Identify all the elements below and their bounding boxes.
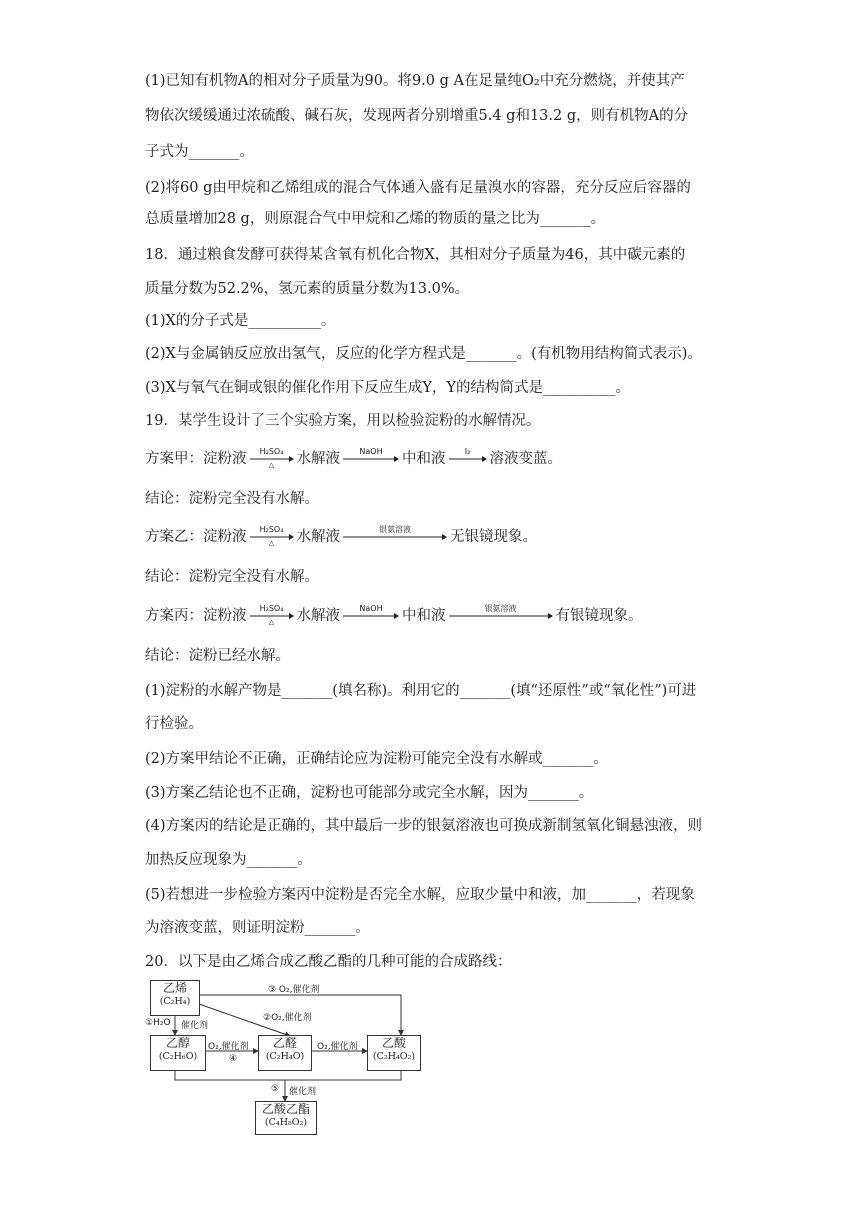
q19-part2: (2)方案甲结论不正确，正确结论应为淀粉可能完全没有水解或_______。: [145, 751, 608, 767]
route3-label: ③ O₂,催化剂: [268, 985, 320, 995]
scheme-jia-conclusion: 结论：淀粉完全没有水解。: [145, 491, 319, 507]
q17-part2-line1: (2)将60 g由甲烷和乙烯组成的混合气体通入盛有足量溴水的容器，充分反应后容器的: [145, 180, 691, 196]
q17-part1-line1: (1)已知有机物A的相对分子质量为90。将9.0 g A在足量纯O₂中充分燃烧，并使其产: [145, 73, 685, 89]
q19-part5-line2: 为溶液变蓝，则证明淀粉_______。: [145, 920, 370, 936]
scheme-bing-product1: 水解液: [296, 608, 340, 624]
scheme-bing-conclusion: 结论：淀粉已经水解。: [145, 648, 290, 664]
scheme-yi-conclusion: 结论：淀粉完全没有水解。: [145, 569, 319, 585]
ethanol-formula: (C₂H₆O): [158, 1051, 198, 1062]
q17-part1-line2: 物依次缓缓通过浓硫酸、碱石灰，发现两者分别增重5.4 g和13.2 g，则有机物A的分: [145, 108, 689, 124]
q19-stem: 19．某学生设计了三个实验方案，用以检验淀粉的水解情况。: [145, 413, 541, 429]
route4-number: ④: [229, 1054, 238, 1064]
scheme-jia-start: 方案甲：淀粉液: [145, 451, 247, 467]
reaction-arrow: H₂SO₄ △: [250, 525, 294, 547]
q17-part2-line2: 总质量增加28 g，则原混合气中甲烷和乙烯的物质的量之比为_______。: [145, 211, 606, 227]
acetic-acid-box: [367, 1035, 421, 1071]
oxidation-label: O₂,催化剂: [317, 1042, 358, 1052]
ethyl-acetate-formula: (C₄H₈O₂): [264, 1117, 308, 1128]
route2-label: ②O₂,催化剂: [263, 1013, 312, 1023]
acetaldehyde-box: [258, 1035, 312, 1071]
q19-part1-line2: 行检验。: [145, 716, 203, 732]
q18-stem-line1: 18．通过粮食发酵可获得某含氧有机化合物X，其相对分子质量为46，其中碳元素的: [145, 247, 686, 263]
acetaldehyde-formula: (C₂H₄O): [265, 1051, 305, 1062]
q18-part2: (2)X与金属钠反应放出氢气，反应的化学方程式是_______。(有机物用结构简式表示)。: [145, 346, 702, 362]
scheme-jia-result: 溶液变蓝。: [489, 451, 562, 467]
acetic-acid-name: 乙酸: [381, 1036, 406, 1050]
route5-number: ⑤: [271, 1084, 280, 1094]
reaction-arrow: 银氨溶液: [343, 525, 447, 547]
q19-part5-line1: (5)若想进一步检验方案丙中淀粉是否完全水解，应取少量中和液，加_______，若现象: [145, 887, 695, 903]
scheme-bing-product2: 中和液: [402, 608, 446, 624]
reaction-arrow: NaOH: [343, 447, 399, 469]
scheme-yi-result: 无银镜现象。: [450, 529, 537, 545]
route5-catalyst: 催化剂: [289, 1087, 317, 1097]
acetic-acid-formula: (C₂H₄O₂): [372, 1051, 416, 1062]
scheme-jia-product1: 水解液: [296, 451, 340, 467]
q18-part1: (1)X的分子式是__________。: [145, 313, 336, 329]
route1-catalyst: 催化剂: [181, 1021, 209, 1031]
ethylene-name: 乙烯: [162, 981, 187, 995]
ethyl-acetate-name: 乙酸乙酯: [261, 1102, 310, 1116]
q18-part3: (3)X与氧气在铜或银的催化作用下反应生成Y，Y的结构简式是__________。: [145, 380, 631, 396]
scheme-bing-result: 有银镜现象。: [555, 608, 643, 624]
reaction-arrow: I₂: [449, 447, 487, 469]
q20-stem: 20．以下是由乙烯合成乙酸乙酯的几种可能的合成路线：: [145, 954, 512, 970]
ethylene-box: [150, 980, 200, 1016]
q19-part3: (3)方案乙结论也不正确，淀粉也可能部分或完全水解，因为_______。: [145, 785, 594, 801]
reaction-arrow: H₂SO₄ △: [250, 604, 294, 626]
reaction-arrow: NaOH: [343, 604, 399, 626]
ethyl-acetate-box: [255, 1101, 317, 1135]
q18-stem-line2: 质量分数为52.2%，氢元素的质量分数为13.0%。: [145, 281, 470, 297]
ethanol-box: [150, 1035, 206, 1071]
scheme-yi: [145, 526, 537, 548]
scheme-jia: [145, 448, 562, 470]
q19-part1-line1: (1)淀粉的水解产物是_______(填名称)。利用它的_______(填“还原性”或“氧化性”)可进: [145, 683, 697, 699]
scheme-bing-start: 方案丙：淀粉液: [145, 608, 247, 624]
route4-reagent: O₂,催化剂: [208, 1042, 249, 1052]
reaction-arrow: H₂SO₄ △: [250, 447, 294, 469]
q19-part4-line2: 加热反应现象为_______。: [145, 852, 312, 868]
q17-part1-line3: 子式为_______。: [145, 144, 254, 160]
synthesis-route-diagram: [145, 978, 420, 1138]
scheme-yi-start: 方案乙：淀粉液: [145, 529, 247, 545]
q19-part4-line1: (4)方案丙的结论是正确的，其中最后一步的银氨溶液也可换成新制氢氧化铜悬浊液，则: [145, 818, 703, 834]
scheme-bing: [145, 605, 643, 627]
ethanol-name: 乙醇: [165, 1036, 190, 1050]
scheme-yi-product1: 水解液: [296, 529, 340, 545]
scheme-jia-product2: 中和液: [402, 451, 446, 467]
acetaldehyde-name: 乙醛: [272, 1036, 297, 1050]
ethylene-formula: (C₂H₄): [159, 996, 191, 1007]
reaction-arrow: 银氨溶液: [449, 604, 553, 626]
route1-reagent: ①H₂O: [145, 1018, 171, 1028]
